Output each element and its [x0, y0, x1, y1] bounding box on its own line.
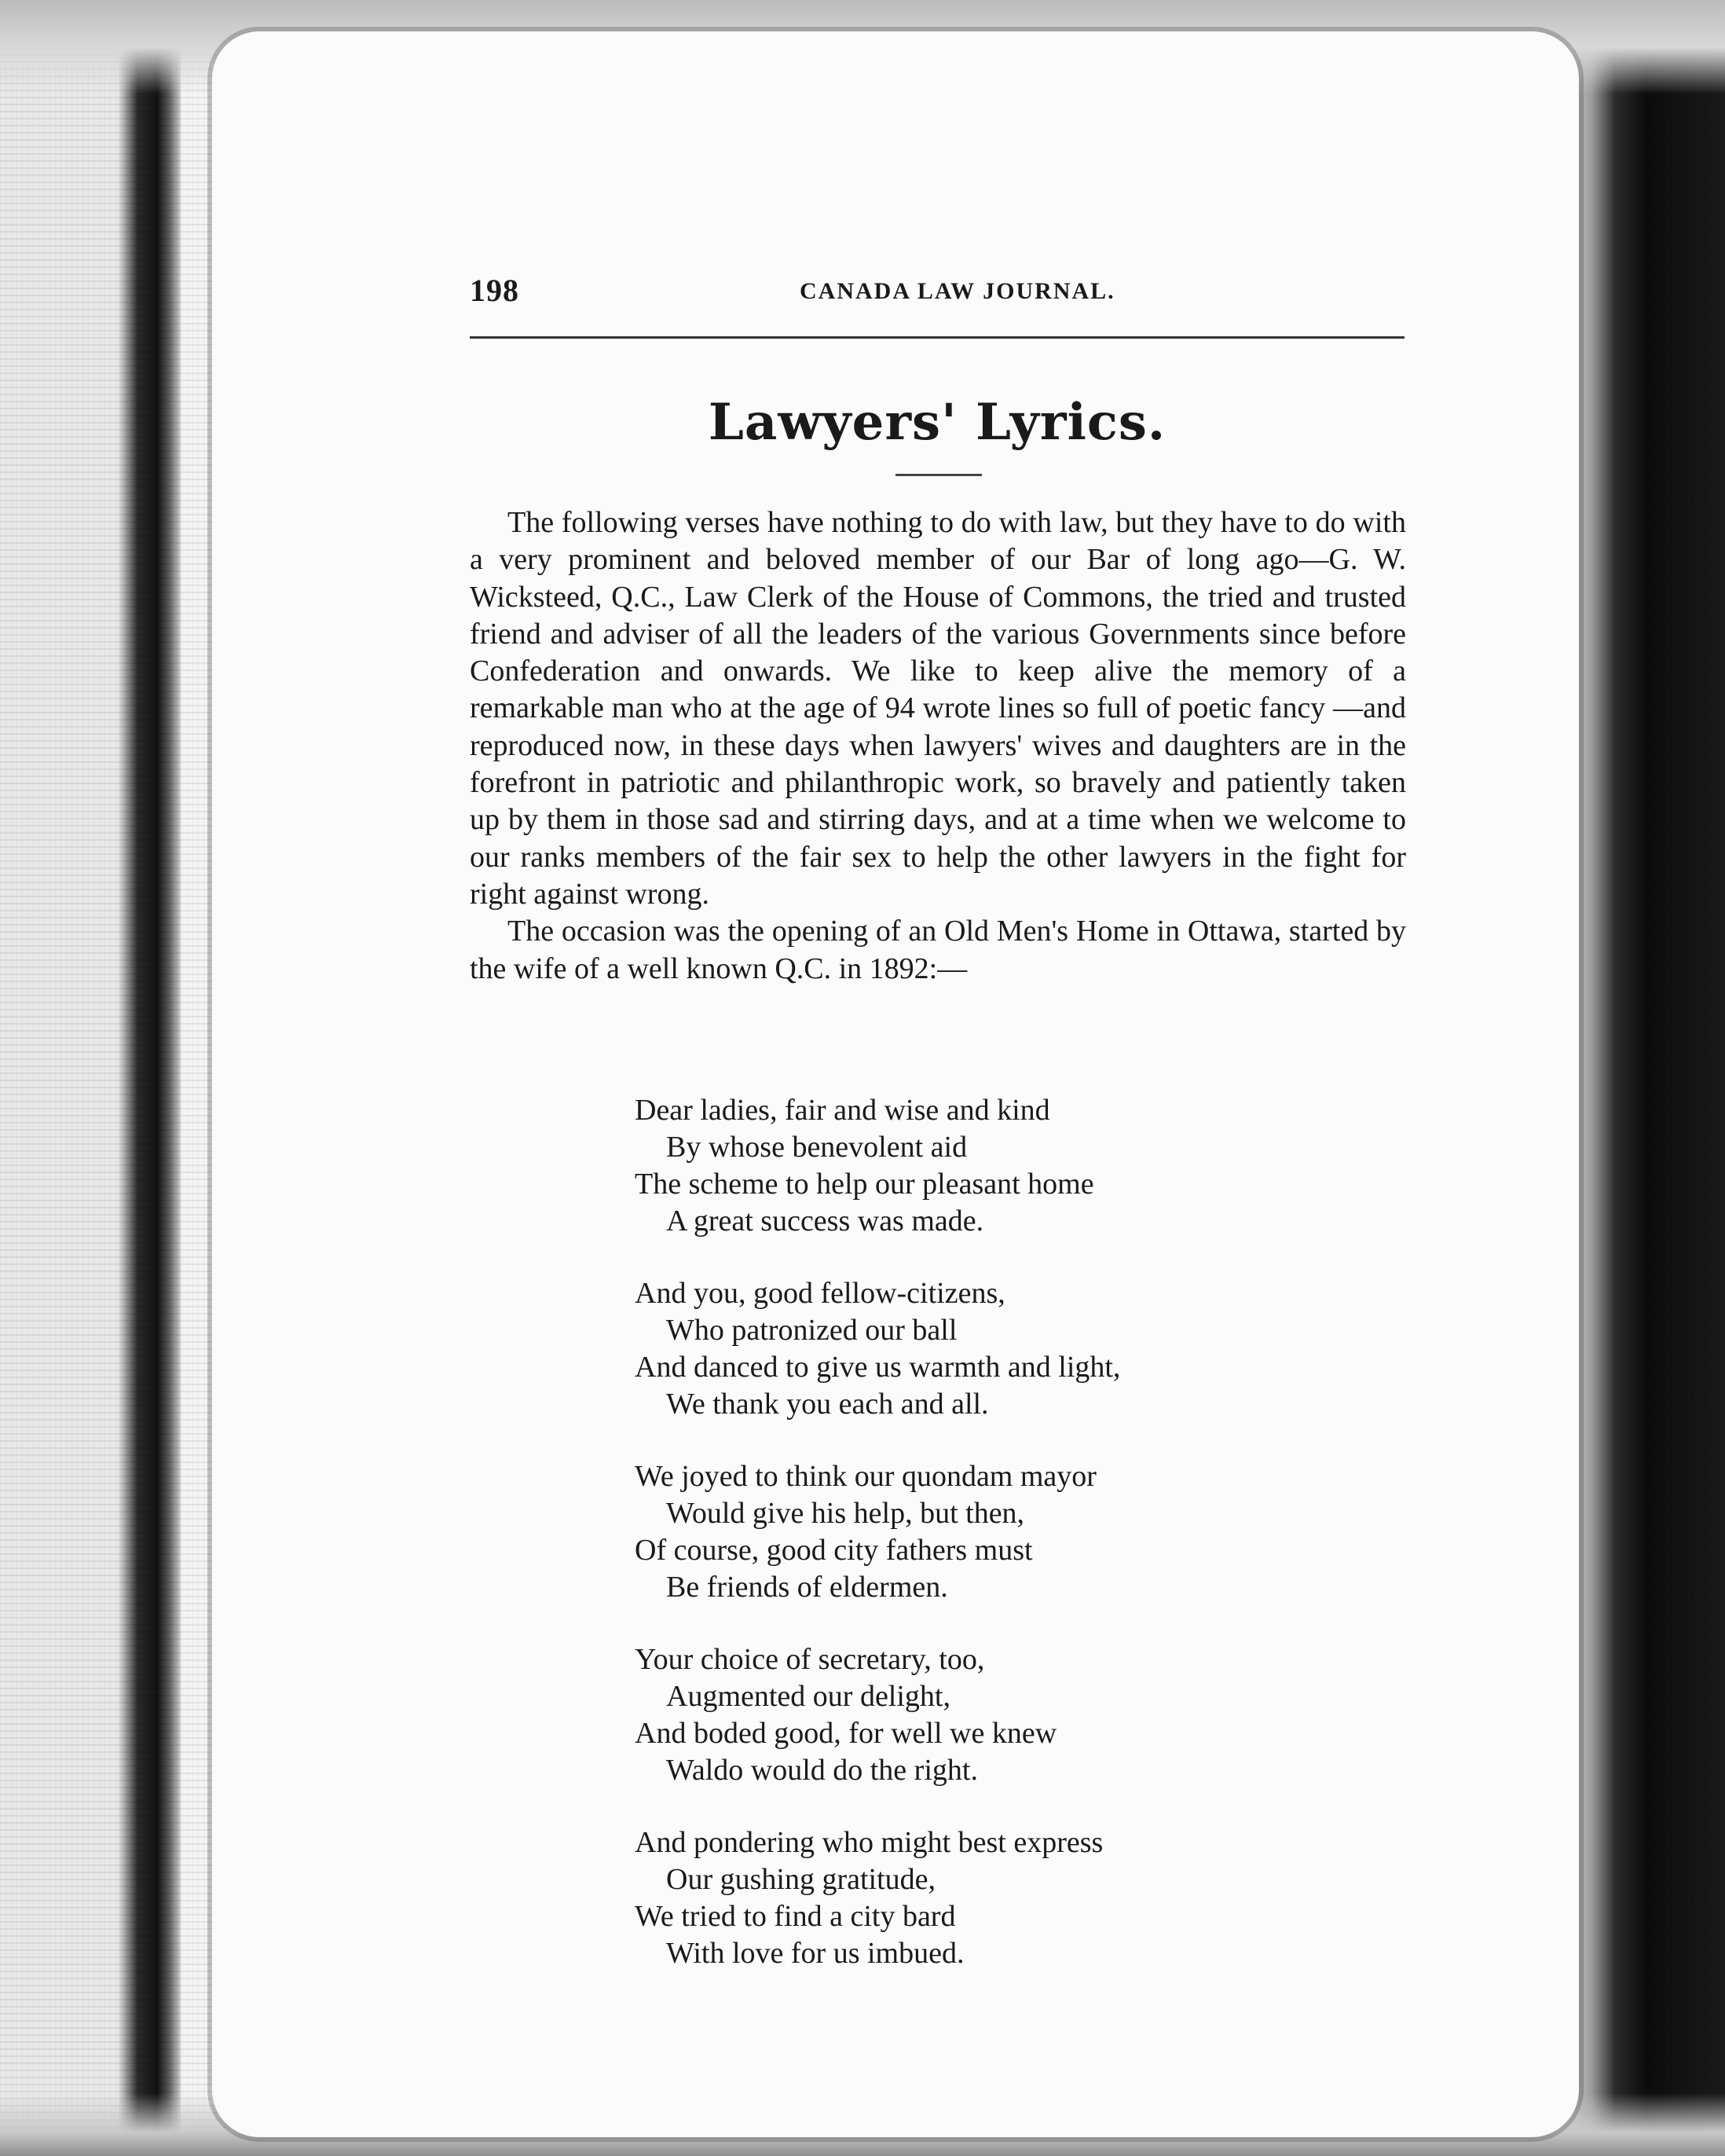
poem-line: By whose benevolent aid — [666, 1131, 968, 1164]
poem-line: Dear ladies, fair and wise and kind — [635, 1094, 1050, 1127]
stanza — [635, 1092, 1342, 1240]
section-title: Lawyers' Lyrics. — [708, 393, 1166, 452]
paragraph: The following verses have nothing to do with law, but they have to do with a very prominent and beloved member of our Bar of long ago—G. W. Wicksteed, Q.C., Law Clerk of the House of Commons, the tried and trusted friend and adviser of all the leaders of the various Governments since before Confederation and onwards. We like to keep alive the memory of a remarkable man who at the age of 94 wrote lines so full of poetic fancy —and reproduced now, in these days when lawyers' wives and daughters are in the forefront in patriotic and philanthropic work, so bravely and patiently taken up by them in those sad and stirring days, and at a time when we welcome to our ranks members of the fair sex to help the other lawyers in the fight for right against wrong. — [470, 506, 1406, 911]
poem-line: And boded good, for well we knew — [635, 1717, 1057, 1750]
poem-line: The scheme to help our pleasant home — [635, 1168, 1094, 1201]
poem-line: Our gushing gratitude, — [666, 1863, 936, 1896]
poem — [635, 1092, 1342, 2008]
poem-line: We tried to find a city bard — [635, 1900, 956, 1933]
journal-title: CANADA LAW JOURNAL. — [800, 278, 1115, 304]
stanza — [635, 1458, 1342, 1606]
poem-line: And pondering who might best express — [635, 1826, 1104, 1859]
poem-line: We thank you each and all. — [666, 1388, 989, 1421]
poem-line: Would give his help, but then, — [666, 1497, 1025, 1530]
running-head — [470, 272, 1405, 311]
header-rule — [470, 336, 1405, 339]
poem-line: Of course, good city fathers must — [635, 1534, 1033, 1567]
poem-line: We joyed to think our quondam mayor — [635, 1460, 1097, 1493]
poem-line: And you, good fellow-citizens, — [635, 1277, 1005, 1310]
poem-line: Augmented our delight, — [666, 1680, 950, 1713]
poem-line: With love for us imbued. — [666, 1937, 965, 1970]
poem-line: Your choice of secretary, too, — [635, 1643, 985, 1676]
poem-line: Waldo would do the right. — [666, 1754, 978, 1787]
prose-body — [470, 504, 1406, 988]
paragraph: The occasion was the opening of an Old Men's Home in Ottawa, started by the wife of a well known Q.C. in 1892:— — [470, 915, 1406, 985]
title-rule — [895, 474, 982, 476]
scan-border-right — [1560, 0, 1725, 2156]
stanza — [635, 1641, 1342, 1789]
poem-line: Who patronized our ball — [666, 1314, 958, 1347]
poem-line: Be friends of eldermen. — [666, 1571, 948, 1604]
stanza — [635, 1275, 1342, 1423]
poem-line: And danced to give us warmth and light, — [635, 1351, 1121, 1384]
stanza — [635, 1824, 1342, 1972]
page-number: 198 — [470, 273, 519, 308]
poem-line: A great success was made. — [666, 1204, 984, 1238]
